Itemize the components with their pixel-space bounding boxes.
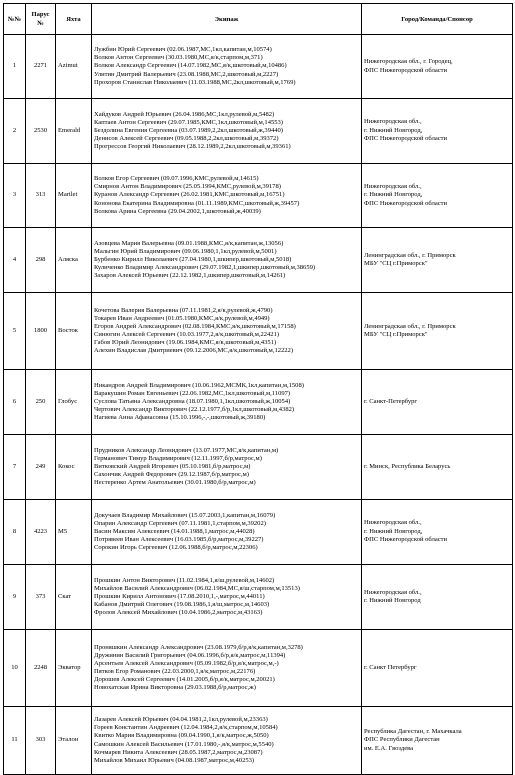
crew-member: Пятков Егор Романович (22.03.2000,1,я/к,матрос,м,22176) xyxy=(94,668,256,675)
table-row xyxy=(4,500,513,565)
crew-member: Прогрессов Георгий Николаевич (28.12.1989,2,2кл,шкотовый,м,39361) xyxy=(94,143,291,151)
team-city-line: Нижегородская обл., xyxy=(364,519,422,527)
crew-list xyxy=(92,435,362,500)
team-city-line: г. Санкт-Петербург xyxy=(364,397,418,405)
row-number: 9 xyxy=(4,565,26,630)
crew-member: Чертович Александр Викторович (22.12.1977,б/р,1кл,шкотовый,м,4382) xyxy=(94,406,295,414)
team-city xyxy=(362,435,513,500)
header-sail: Парус № xyxy=(26,4,56,35)
table-row xyxy=(4,99,513,164)
yacht-name: Восток xyxy=(56,293,92,370)
team-city-line: г. Нижний Новгород, xyxy=(364,126,423,134)
crew-member: Смирнов Антон Владимирович (25.05.1994,КМС,рулевой,м,39178) xyxy=(94,183,281,191)
table-row xyxy=(4,164,513,228)
crew-member: Бурбенко Кирилл Николаевич (27.04.1980,1,шкипер,шкотовый,м,5018) xyxy=(94,255,292,263)
team-city xyxy=(362,630,513,707)
crew-list xyxy=(92,707,362,775)
team-city xyxy=(362,164,513,228)
team-city-line: ФПС Нижегородской области xyxy=(364,135,448,143)
crew-member: Кочмарев Никита Алексеевич (28.05.1987,2,матрос,м,23087) xyxy=(94,748,263,756)
team-city xyxy=(362,35,513,99)
crew-member: Денисов Алексей Сергеевич (09.05.1988,2,2кл,шкотовый,м,39372) xyxy=(94,135,279,143)
team-city xyxy=(362,370,513,435)
sail-number: 249 xyxy=(26,435,56,500)
team-city-line: ФПС Нижегородской области xyxy=(364,199,448,207)
yacht-name: Глобус xyxy=(56,370,92,435)
crew-member: Фролов Алексей Михайлович (10.04.1986,2,матрос,м,43163) xyxy=(94,609,263,617)
team-city-line: ФПС Нижегородской области xyxy=(364,536,448,544)
table-row xyxy=(4,565,513,630)
crew-member: Волков Антон Сергеевич (30.03.1980,МС,я/к,старпом,м,371) xyxy=(94,54,263,62)
sail-number: 298 xyxy=(26,228,56,293)
sail-number: 313 xyxy=(26,164,56,228)
crew-member: Германович Тимур Владимирович (12.11.1997,б/р,матрос,м) xyxy=(94,454,262,462)
crew-member: Никандров Андрей Владимирович (10.06.1962,МСМК,1кл,капитан,м,1508) xyxy=(94,381,304,389)
crew-member: Габов Юрий Леонидович (19.06.1984,КМС,я/к,шкотовый,м,4351) xyxy=(94,339,277,347)
yacht-name: Кокос xyxy=(56,435,92,500)
crew-list xyxy=(92,500,362,565)
crew-member: Суслова Татьяна Александровна (18.07.1980,1,1кл,шкотовый,ж,10054) xyxy=(94,397,291,405)
sail-number: 4223 xyxy=(26,500,56,565)
crew-list xyxy=(92,99,362,164)
team-city-line: им. Е.А. Гвоздева xyxy=(364,744,414,752)
table-row xyxy=(4,228,513,293)
crew-member: Лазарев Алексей Юрьевич (04.04.1981,2,1кл,рулевой,м,23363) xyxy=(94,716,268,724)
crew-member: Бездолина Евгения Сергеевна (03.07.1989,2,2кл,шкотовый,ж,39440) xyxy=(94,126,283,134)
table-body xyxy=(4,35,513,775)
sail-number: 2271 xyxy=(26,35,56,99)
table-row xyxy=(4,293,513,370)
header-num: №№ xyxy=(4,4,26,35)
row-number: 7 xyxy=(4,435,26,500)
team-city xyxy=(362,228,513,293)
table-row xyxy=(4,435,513,500)
crew-member: Лужбин Юрий Сергеевич (02.06.1987,МС,1кл,капитан,м,10574) xyxy=(94,46,272,54)
crew-member: Азовцева Мария Валерьевна (09.01.1988,КМС,я/к,капитан,ж,13056) xyxy=(94,239,284,247)
crew-member: Захаров Алексей Юрьевич (22.12.1982,1,шкипер,шкотовый,м,14261) xyxy=(94,272,286,280)
header-row xyxy=(4,4,513,35)
team-city xyxy=(362,707,513,775)
sail-number: 1800 xyxy=(26,293,56,370)
yacht-name: M5 xyxy=(56,500,92,565)
crew-list xyxy=(92,565,362,630)
crew-member: Потрявеев Иван Алексеевич (16.03.1985,б/р,матрос,м,39227) xyxy=(94,536,264,544)
team-city-line: Республика Дагестан, г. Махачкала xyxy=(364,727,462,735)
row-number: 1 xyxy=(4,35,26,99)
crew-member: Дружинин Василий Григорьевич (04.06.1996,б/р,я/к,матрос,м,11394) xyxy=(94,651,286,659)
header-crew: Экипаж xyxy=(92,4,362,35)
crew-list xyxy=(92,630,362,707)
yacht-name: Экватор xyxy=(56,630,92,707)
crew-member: Мальгин Юрий Владимирович (09.06.1980,1,1кл,рулевой,м,5001) xyxy=(94,247,277,255)
yacht-name: Аляска xyxy=(56,228,92,293)
crew-member: Егоров Андрей Александрович (02.08.1984,КМС,я/к,шкотовый,м,17158) xyxy=(94,322,296,330)
crew-member: Арсентьев Алексей Александрович (05.09.1982,б/р,я/к,матрос,м,-) xyxy=(94,659,279,667)
crew-member: Прудников Александр Леонидович (13.07.1977,МС,я/к,капитан,м) xyxy=(94,446,279,454)
team-city-line: ФПС Нижегородской области xyxy=(364,66,448,74)
crew-member: Квитко Мария Владимировна (09.04.1990,1,я/к,матрос,ж,5050) xyxy=(94,732,269,740)
row-number: 6 xyxy=(4,370,26,435)
team-city-line: г. Нижний Новгород, xyxy=(364,527,423,535)
yacht-name: Эталон xyxy=(56,707,92,775)
team-city-line: МБУ "СЦ г.Приморск" xyxy=(364,331,428,338)
crew-member: Синюгин Алексей Сергеевич (10.03.1977,2,я/к,шкотовый,м,22421) xyxy=(94,331,280,338)
crew-member: Сорокин Игорь Сергеевич (12.06.1988,б/р,матрос,м,22306) xyxy=(94,544,258,552)
team-city-line: Нижегородская обл., xyxy=(364,118,422,126)
crew-member: Куличенко Владимир Александрович (29.07.1982,1,шкипер,шкотовый,м,38659) xyxy=(94,264,316,272)
row-number: 11 xyxy=(4,707,26,775)
crew-member: Хайдуков Андрей Юрьевич (26.04.1986,МС,1кл,рулевой,м,5482) xyxy=(94,110,275,118)
row-number: 5 xyxy=(4,293,26,370)
crew-list xyxy=(92,228,362,293)
team-city xyxy=(362,99,513,164)
crew-member: Каптаев Антон Сергеевич (29.07.1985,КМС,1кл,шкотовый,м,14553) xyxy=(94,118,283,126)
crew-member: Куранов Александр Сергеевич (26.02.1981,КМС,шкотовый,м,16751) xyxy=(94,191,285,199)
team-city-line: г. Нижний Новгород xyxy=(364,597,421,604)
team-city xyxy=(362,293,513,370)
team-city-line: Нижегородская обл., xyxy=(364,588,422,596)
header-city: Город/Команда/Спонсор xyxy=(362,4,513,35)
row-number: 8 xyxy=(4,500,26,565)
crew-list xyxy=(92,370,362,435)
team-city-line: Нижегородская обл., г. Городец, xyxy=(364,58,453,66)
team-city-line: Нижегородская обл., xyxy=(364,182,422,190)
crew-member: Прошкин Антон Викторович (11.02.1984,1,я/ш,рулевой,м,14602) xyxy=(94,576,275,584)
table-row xyxy=(4,35,513,99)
crew-list xyxy=(92,35,362,99)
crew-member: Нагиева Анна Афанасовна (15.10.1996,-,-,шкотовый,ж,39180) xyxy=(94,414,266,422)
crew-member: Кочетова Валерия Валерьевна (07.11.1981,2,я/к,рулевой,ж,4790) xyxy=(94,306,273,314)
header-yacht: Яхта xyxy=(56,4,92,35)
crew-member: Михайлов Михаил Юрьевич (04.08.1987,матрос,м,40253) xyxy=(94,756,255,764)
sail-number: 303 xyxy=(26,707,56,775)
crew-member: Волкова Арина Сергеевна (29.04.2002,1,шкотовый,ж,40039) xyxy=(94,207,261,215)
team-city-line: ФПС Республики Дагестан xyxy=(364,736,440,744)
crew-member: Васин Максим Алексеевич (14.01.1988,1,матрос,м,44028) xyxy=(94,527,255,535)
crew-member: Варакушин Роман Евгеньевич (22.06.1982,МС,1кл,шкотовый,м,11097) xyxy=(94,389,291,397)
row-number: 10 xyxy=(4,630,26,707)
crew-member: Витковский Андрей Игоревич (05.10.1981,б/р,матрос,м) xyxy=(94,462,251,470)
crew-member: Токарев Иван Андреевич (01.05.1980,КМС,я/к,рулевой,м,4949) xyxy=(94,314,270,322)
crew-member: Новохатская Ирина Викторовна (29.03.1988,б/р,матрос,ж) xyxy=(94,684,256,692)
crew-member: Прошкин Кирилл Антонович (17.08.2010,1,-,матрос,м,44011) xyxy=(94,592,265,600)
crew-member: Сахончик Андрей Федорович (29.12.1987,б/р,матрос,м) xyxy=(94,471,249,479)
crew-list xyxy=(92,293,362,370)
sail-number: 2530 xyxy=(26,99,56,164)
row-number: 4 xyxy=(4,228,26,293)
crew-member: Прохоров Станислав Николаевич (11.03.1988,МС,2кл,шкотовый,м,1769) xyxy=(94,78,296,86)
crew-list xyxy=(92,164,362,228)
table-row xyxy=(4,370,513,435)
crew-member: Проняшкин Александр Александрович (23.08.1979,б/р,я/к,капитан,м,3278) xyxy=(94,643,303,651)
crew-member: Дорошев Алексей Сергеевич (14.01.2005,б/р,я/к,матрос,м,20021) xyxy=(94,676,275,684)
crew-table xyxy=(3,3,513,775)
sail-number: 250 xyxy=(26,370,56,435)
team-city xyxy=(362,500,513,565)
crew-member: Нестеренко Артем Анатольевич (30.01.1980,б/р,матрос,м) xyxy=(94,479,256,487)
team-city-line: г. Санкт Петербург xyxy=(364,663,417,671)
crew-member: Алехин Владислав Дмитриевич (09.12.2006,МС,я/к,шкотовый,м,12222) xyxy=(94,347,294,355)
crew-member: Опарин Александр Сергеевич (07.11.1981,1,старпом,м,39202) xyxy=(94,519,266,527)
team-city-line: Ленинградская обл., г. Приморск xyxy=(364,322,456,330)
row-number: 2 xyxy=(4,99,26,164)
crew-member: Михайлов Василий Александрович (06.02.1984,МС,я/ш,старпом,м,13513) xyxy=(94,584,300,592)
sail-number: 373 xyxy=(26,565,56,630)
team-city-line: Ленинградская обл., г. Приморск xyxy=(364,251,456,259)
row-number: 3 xyxy=(4,164,26,228)
crew-member: Волков Егор Сергеевич (09.07.1996,КМС,рулевой,м,14615) xyxy=(94,175,259,183)
sail-number: 2248 xyxy=(26,630,56,707)
yacht-name: Скат xyxy=(56,565,92,630)
yacht-name: Martlet xyxy=(56,164,92,228)
crew-member: Улитин Дмитрий Валерьевич (23.08.1988,МС,2,шкотовый,м,2227) xyxy=(94,70,279,78)
crew-member: Гореев Константин Андреевич (12.04.1984,2,я/к,старпом,м,10584) xyxy=(94,724,278,732)
yacht-name: Azimut xyxy=(56,35,92,99)
table-row xyxy=(4,707,513,775)
team-city xyxy=(362,565,513,630)
crew-member: Кононова Екатерина Владимировна (01.11.1989,КМС,шкотовый,ж,39457) xyxy=(94,199,300,207)
team-city-line: МБУ "СЦ г.Приморск" xyxy=(364,260,428,267)
crew-member: Докучаев Владимир Михайлович (15.07.2003,1,капитан,м,16079) xyxy=(94,511,276,519)
crew-member: Самошкин Алексей Васильевич (17.01.1980,-,я/к,матрос,м,5540) xyxy=(94,740,274,748)
yacht-name: Emerald xyxy=(56,99,92,164)
team-city-line: г. Минск, Республика Беларусь xyxy=(364,462,451,470)
team-city-line: г. Нижний Новгород, xyxy=(364,191,423,199)
crew-member: Волков Александр Сергеевич (14.07.1982,МС,я/к,шкотовый,м,10486) xyxy=(94,62,287,70)
crew-member: Кабанов Дмитрий Олегович (19.08.1986,1,я/ш,матрос,м,14603) xyxy=(94,601,270,609)
table-row xyxy=(4,630,513,707)
